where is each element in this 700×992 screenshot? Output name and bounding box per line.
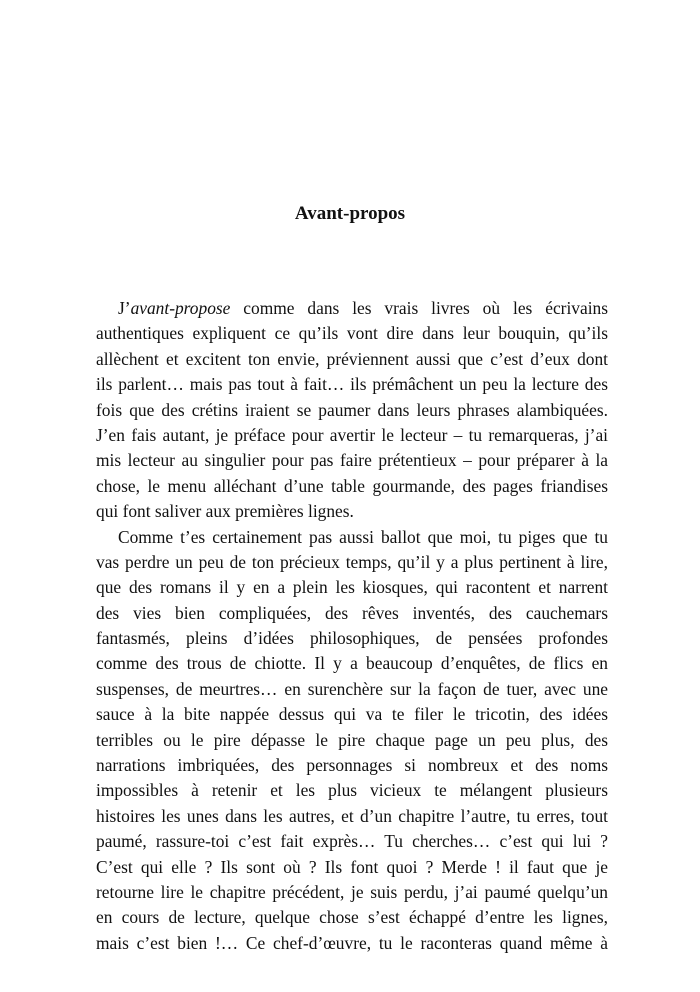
text-line: fantasmés, pleins d’idées philosophiques, de pensées profondes bbox=[96, 628, 608, 649]
text-line: J’en fais autant, je préface pour avertir le lecteur – tu remarqueras, j’ai bbox=[96, 424, 608, 445]
text-line: retourne lire le chapitre précédent, je suis perdu, j’ai paumé quelqu’un bbox=[96, 881, 608, 902]
text-line: des vies bien compliquées, des rêves inventés, des cauchemars bbox=[96, 602, 608, 623]
text-line: histoires les unes dans les autres, et d’un chapitre l’autre, tu erres, tout bbox=[96, 805, 608, 826]
paragraph bbox=[96, 296, 608, 525]
text-line: suspenses, de meurtres… en surenchère sur la façon de tuer, avec une bbox=[96, 678, 608, 699]
text-line: sauce à la bite nappée dessus qui va te filer le tricotin, des idées bbox=[96, 704, 608, 725]
text-line: chose, le menu alléchant d’une table gourmande, des pages friandises bbox=[96, 475, 608, 496]
text-line: C’est qui elle ? Ils sont où ? Ils font quoi ? Merde ! il faut que je bbox=[96, 856, 608, 877]
text-line: impossibles à retenir et les plus vicieux te mélangent plusieurs bbox=[96, 780, 608, 801]
page-title: Avant-propos bbox=[294, 203, 406, 224]
text-line: que des romans il y en a plein les kiosques, qui racontent et narrent bbox=[96, 577, 608, 598]
text-line: mais c’est bien !… Ce chef-d’œuvre, tu le raconteras quand même à bbox=[96, 932, 608, 953]
text-line: ils parlent… mais pas tout à fait… ils prémâchent un peu la lecture des bbox=[96, 374, 608, 395]
text-line: narrations imbriquées, des personnages si nombreux et des noms bbox=[96, 755, 608, 776]
text-line: Comme t’es certainement pas aussi ballot que moi, tu piges que tu bbox=[118, 526, 608, 547]
italic-word: avant-propose bbox=[130, 298, 231, 318]
text-line: mis lecteur au singulier pour pas faire prétentieux – pour préparer à la bbox=[96, 450, 608, 471]
text-segment: J’ bbox=[118, 298, 131, 318]
text-line: qui font saliver aux premières lignes. bbox=[96, 501, 354, 522]
text-line: terribles ou le pire dépasse le pire chaque page un peu plus, des bbox=[96, 729, 608, 750]
text-line: vas perdre un peu de ton précieux temps, qu’il y a plus pertinent à lire, bbox=[96, 551, 608, 572]
body-text bbox=[96, 296, 608, 956]
text-line: authentiques expliquent ce qu’ils vont dire dans leur bouquin, qu’ils bbox=[96, 323, 608, 344]
text-segment: comme dans les vrais livres où les écrivains bbox=[230, 298, 608, 318]
paragraph bbox=[96, 525, 608, 957]
text-line: fois que des crétins iraient se paumer dans leurs phrases alambiquées. bbox=[96, 399, 608, 420]
text-line: en cours de lecture, quelque chose s’est échappé d’entre les lignes, bbox=[96, 907, 608, 928]
text-line: comme des trous de chiotte. Il y a beaucoup d’enquêtes, de flics en bbox=[96, 653, 608, 674]
text-line: allèchent et excitent ton envie, préviennent aussi que c’est d’eux dont bbox=[96, 348, 608, 369]
text-line bbox=[96, 296, 608, 321]
text-line: paumé, rassure-toi c’est fait exprès… Tu cherches… c’est qui lui ? bbox=[96, 831, 608, 852]
